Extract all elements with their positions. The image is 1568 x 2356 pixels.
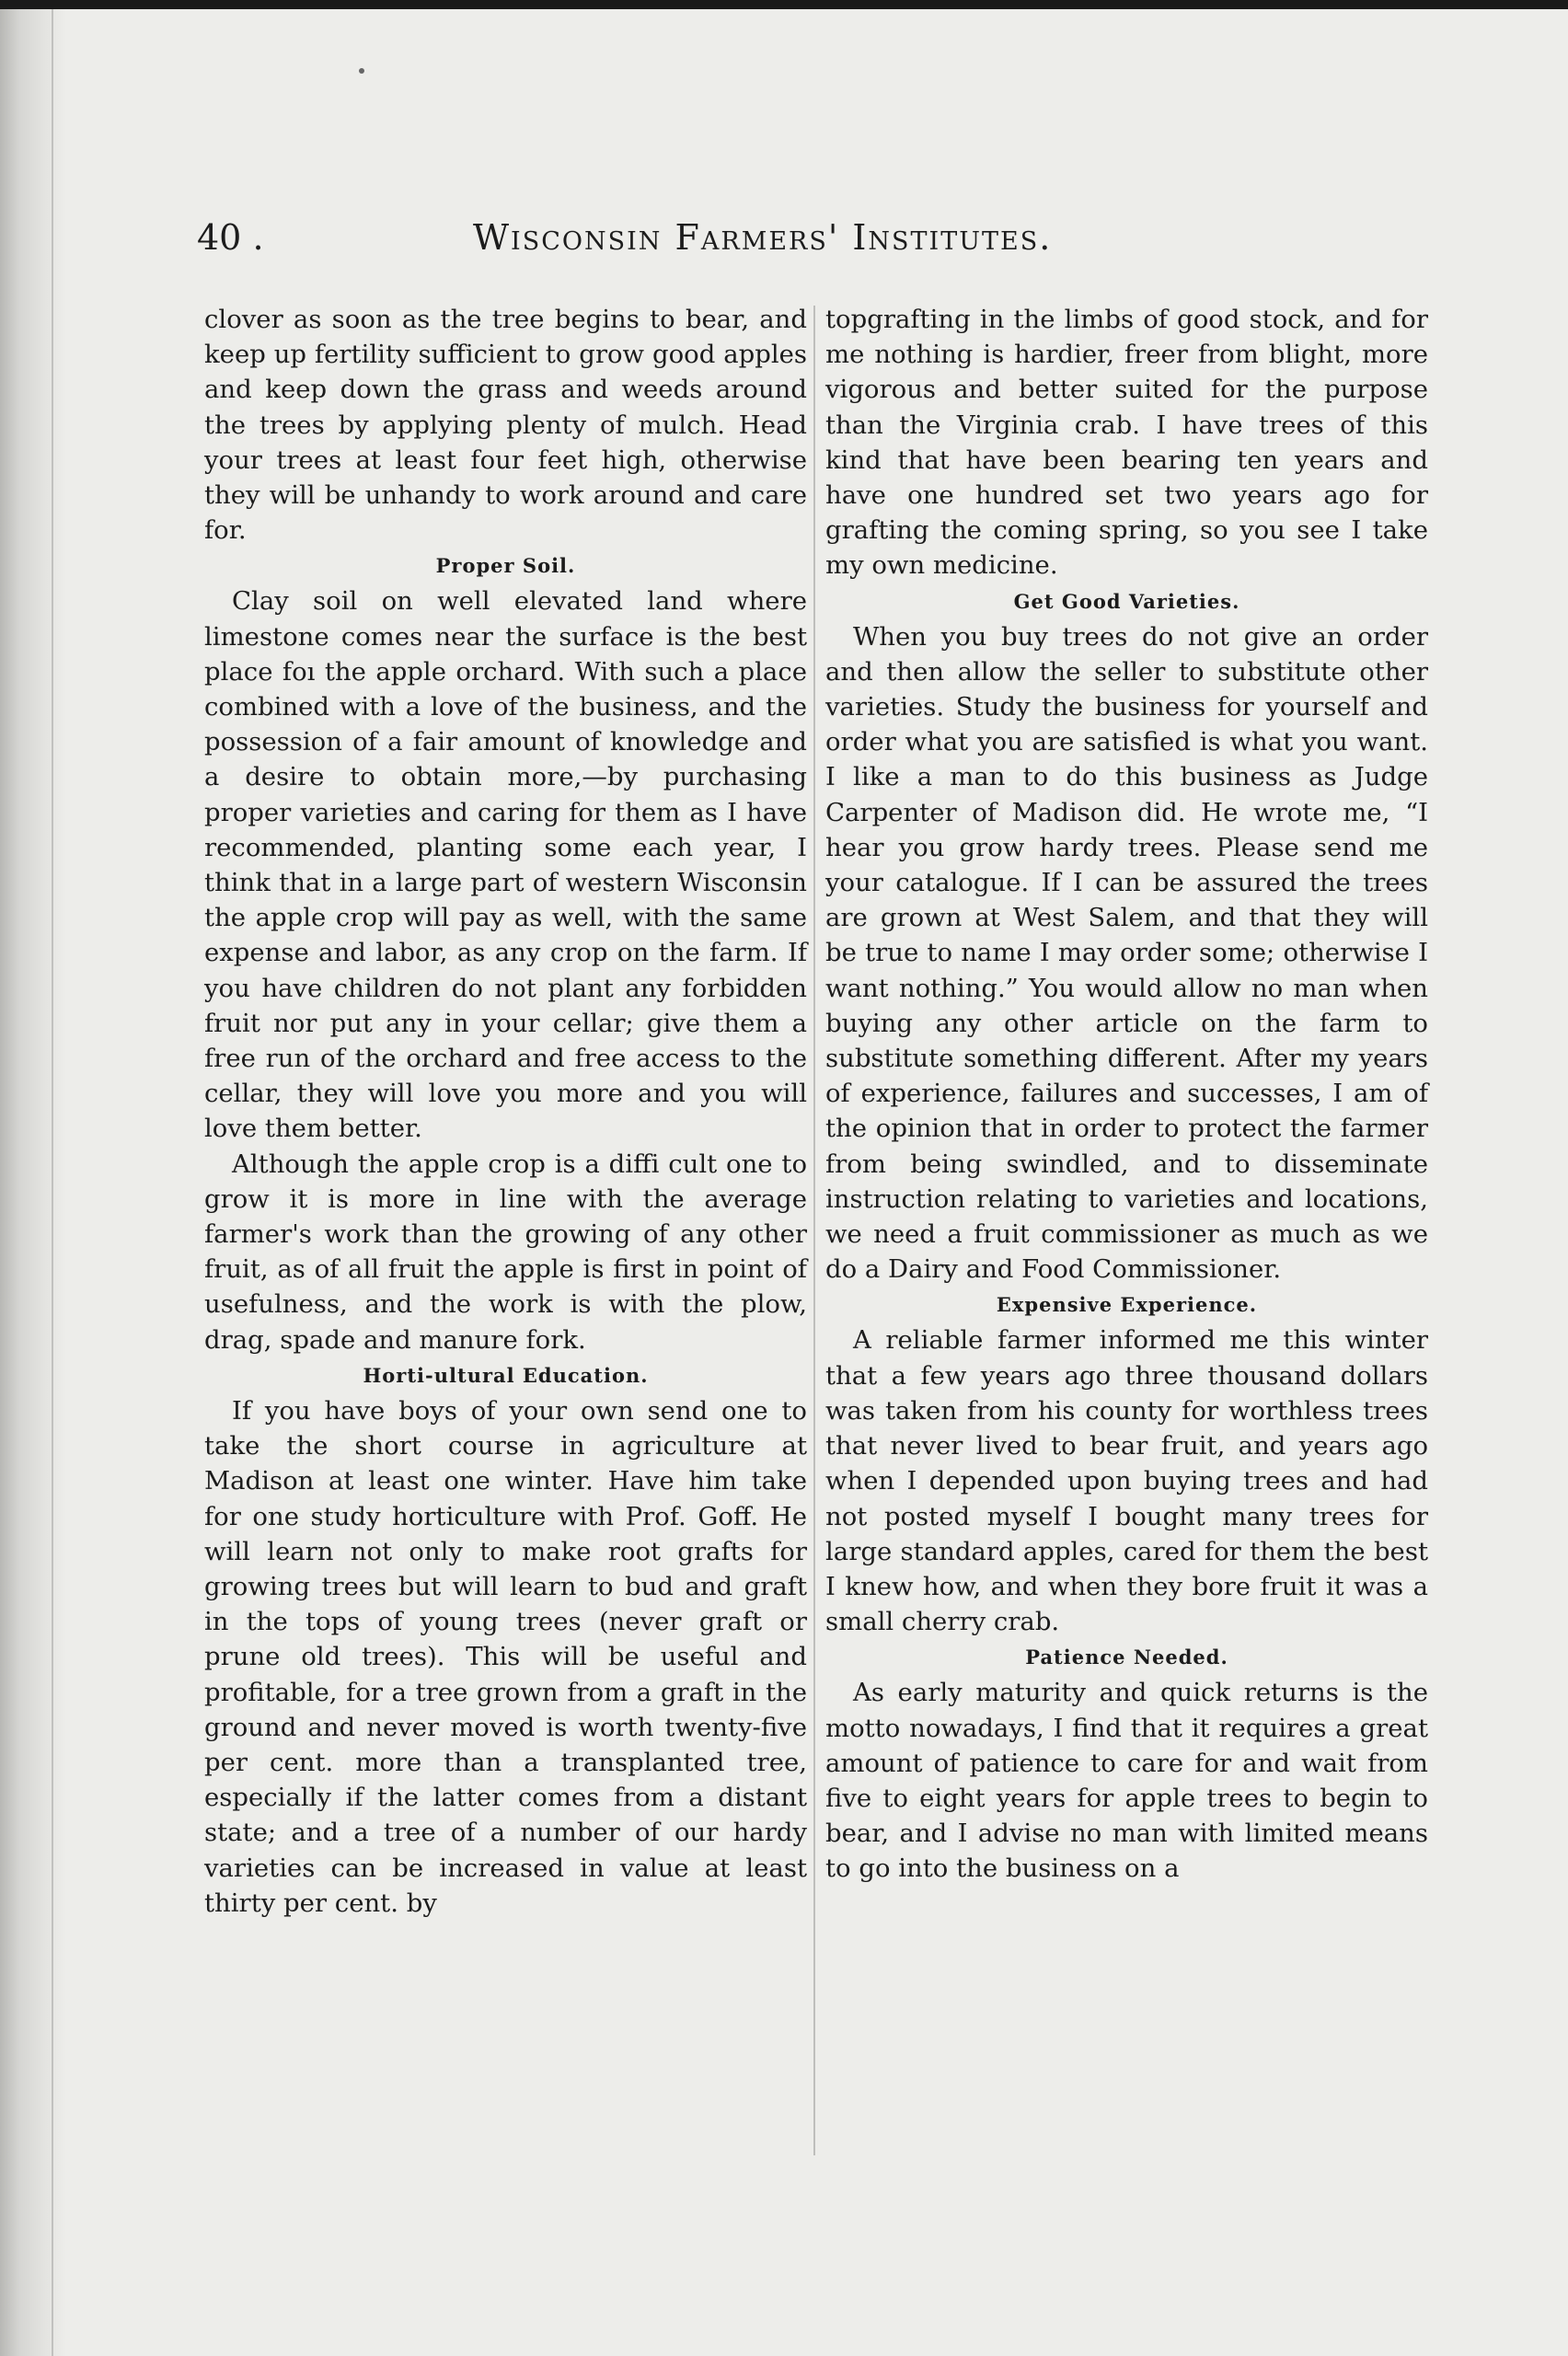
right-column — [825, 302, 1428, 1887]
left-column — [204, 302, 807, 1921]
page-binding-line — [52, 9, 53, 2356]
paragraph: topgrafting in the limbs of good stock, and for me nothing is hardier, freer from blight, more vigorous and better suited for the purpose than the Virginia crab. I have trees of this kind that have been bearing ten years and have one hundred set two years ago for grafting the coming spring, so you see I take my own medicine. — [825, 305, 1428, 581]
paragraph: As early maturity and quick returns is the motto nowadays, I find that it requires a great amount of patience to care for and wait from five to eight years for apple trees to begin to bear, and I advise no man with limited means to go into the business on a — [825, 1678, 1428, 1884]
paragraph: clover as soon as the tree begins to bear, and keep up fertility sufficient to grow good apples and keep down the grass and weeds around the trees by applying plenty of mulch. Head your trees at least four feet high, otherwise they will be unhandy to work around and care for. — [204, 305, 807, 546]
section-heading-expensive-experience: Expensive Experience. — [996, 1293, 1258, 1317]
section-heading-patience-needed: Patience Needed. — [1025, 1646, 1228, 1669]
section-heading-horticultural-education: Horti‐ultural Education. — [363, 1363, 649, 1387]
paragraph: Clay soil on well elevated land where limestone comes near the surface is the best place foı the apple orchard. With such a place combined with a love of the business, and the possession of a fair amount of knowledge and a desire to obtain more,—by purchasing proper varieties and caring for them as I have recommended, planting some each year, I think that in a large part of western Wisconsin the apple crop will pay as well, with the same expense and labor, as any crop on the farm. If you have children do not plant any forbidden fruit nor put any in your cellar; give them a free run of the orchard and free access to the cellar, they will love you more and you will love them better. — [204, 586, 807, 1144]
paragraph: When you buy trees do not give an order and then allow the seller to substitute other varieties. Study the business for yourself and order what you are satisfied is what you want. I like a man to do this business as Judge Carpenter of Madison did. He wrote me, “I hear you grow hardy trees. Please send me your catalogue. If I can be assured the trees are grown at West Salem, and that they will be true to name I may order some; otherwise I want nothing.” You would allow no man when buying any other article on the farm to substitute something different. After my years of experience, failures and successes, I am of the opinion that in order to protect the farmer from being swindled, and to disseminate instruction relating to varieties and locations, we need a fruit commissioner as much as we do a Dairy and Food Commissioner. — [825, 621, 1428, 1285]
running-title: Wisconsin Farmers' Institutes. — [473, 217, 1053, 258]
paragraph: If you have boys of your own send one to take the short course in agriculture at Madison at least one winter. Have him take for one study horticulture with Prof. Goff. He will learn not only to make root grafts for growing trees but will learn to bud and graft in the tops of young trees (never graft or prune old trees). This will be useful and profitable, for a tree grown from a graft in the ground and never moved is worth twenty-five per cent. more than a transplanted tree, especially if the latter comes from a distant state; and a tree of a number of our hardy varieties can be increased in value at least thirty per cent. by — [204, 1395, 807, 1918]
page-header — [197, 210, 1163, 265]
paragraph: A reliable farmer informed me this winter that a few years ago three thousand dollars was taken from his county for worthless trees that never lived to bear fruit, and years ago when I depended upon buying trees and had not posted myself I bought many trees for large standard apples, cared for them the best I knew how, and when they bore fruit it was a small cherry crab. — [825, 1325, 1428, 1637]
section-heading-get-good-varieties: Get Good Varieties. — [1013, 589, 1240, 613]
section-heading-proper-soil: Proper Soil. — [435, 554, 576, 578]
book-page — [0, 9, 1568, 2356]
page-number: 40 . — [197, 217, 264, 258]
column-divider — [813, 306, 815, 2155]
paragraph: Although the apple crop is a diffi cult one to grow it is more in line with the average farmer's work than the growing of any other fruit, as of all fruit the apple is first in point of usefulness, and the work is with the plow, drag, spade and manure fork. — [204, 1149, 807, 1355]
print-speck — [359, 68, 364, 74]
page-gutter-shadow — [0, 9, 66, 2356]
